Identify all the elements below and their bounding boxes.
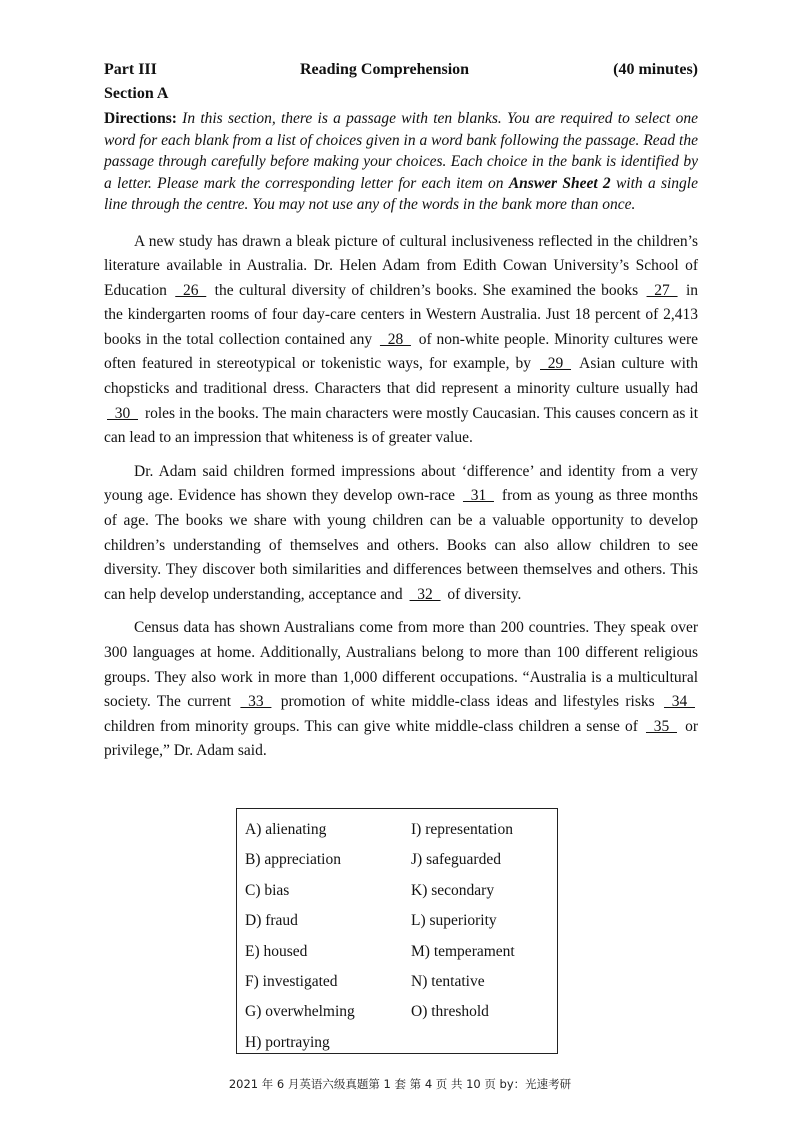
- blank-26: 26: [175, 281, 207, 299]
- word-option: M) temperament: [411, 942, 515, 960]
- word-option: A) alienating: [245, 821, 327, 838]
- word-bank-left-column: [245, 815, 355, 1058]
- word-option: I) representation: [411, 821, 513, 838]
- paragraph-3: [104, 616, 698, 764]
- directions-label: Directions:: [104, 110, 177, 127]
- p2-text-2: from as young as three months of age. The books we share with young children can be a valuable opportunity to develop children’s understanding of themselves and others. Books can also allow children to see diversity. They discover both similarities and differences between themselves and others. This can help develop understanding, acceptance and: [104, 487, 699, 603]
- word-option: G) overwhelming: [245, 1003, 355, 1021]
- p3-text-2: promotion of white middle-class ideas and lifestyles risks: [274, 693, 661, 711]
- blank-34: 34: [663, 693, 695, 711]
- p3-text-4: or privilege,” Dr. Adam said.: [104, 717, 698, 760]
- paragraph-1: [104, 230, 698, 451]
- time-limit: (40 minutes): [613, 61, 698, 78]
- blank-30: 30: [107, 404, 138, 422]
- word-option: E) housed: [245, 942, 308, 960]
- p1-text-3: in the kindergarten rooms of four day-care centers in Western Australia. Just 18 percent of 2,413 books in the total collection contained any: [104, 281, 699, 348]
- word-bank-right-column: [411, 815, 515, 1028]
- blank-28: 28: [379, 330, 411, 348]
- part-header: [104, 58, 698, 82]
- part-title: Reading Comprehension: [300, 61, 470, 78]
- answer-sheet-ref: Answer Sheet 2: [508, 174, 611, 192]
- word-option: B) appreciation: [245, 851, 341, 869]
- blank-32: 32: [409, 585, 441, 603]
- p1-text-2: the cultural diversity of children’s books. She examined the books: [209, 281, 644, 299]
- word-option: L) superiority: [411, 912, 497, 930]
- word-option: C) bias: [245, 881, 290, 899]
- word-option: J) safeguarded: [411, 851, 501, 869]
- part-label: Part III: [104, 61, 157, 78]
- p2-text-3: of diversity.: [443, 585, 522, 603]
- paragraph-2: [104, 460, 698, 608]
- word-option: O) threshold: [411, 1003, 489, 1021]
- directions-text-1: In this section, there is a passage with ten blanks. You are required to select one word for each blank from a list of choices given in a word bank following the passage. Read the passage through carefully before making your choices. Each choice in the bank is identified by a letter. Please mark the corresponding letter for each item on: [104, 110, 698, 192]
- page-footer: 2021 年 6 月英语六级真题第 1 套 第 4 页 共 10 页 by：光速考研: [228, 1077, 572, 1091]
- word-option: N) tentative: [411, 972, 485, 990]
- word-option: F) investigated: [245, 972, 338, 990]
- p3-text-1: Census data has shown Australians come from more than 200 countries. They speak over 300 languages at home. Additionally, Australians belong to more than 100 different religious groups. They also work in more than 1,000 different occupations. “Australia is a multicultural society. The current: [104, 619, 698, 711]
- word-option: H) portraying: [245, 1033, 330, 1051]
- p2-text-1: Dr. Adam said children formed impressions about ‘difference’ and identity from a very young age. Evidence has shown they develop own-race: [104, 462, 698, 505]
- exam-page: [104, 58, 698, 773]
- directions: [104, 108, 698, 216]
- p1-text-5: Asian culture with chopsticks and traditional dress. Characters that did represent a minority culture usually had: [104, 355, 698, 398]
- blank-35: 35: [645, 717, 677, 735]
- section-title: Section A: [104, 85, 169, 102]
- blank-31: 31: [462, 487, 494, 505]
- p1-text-1: A new study has drawn a bleak picture of cultural inclusiveness reflected in the children’s literature available in Australia. Dr. Helen Adam from Edith Cowan University’s School of Education: [104, 232, 698, 299]
- word-bank: [236, 808, 558, 1054]
- word-option: D) fraud: [245, 912, 298, 930]
- p1-text-4: of non-white people. Minority cultures were often featured in stereotypical or tokenistic ways, for example, by: [104, 330, 698, 373]
- directions-text-2: with a single line through the centre. You may not use any of the words in the bank more than once.: [104, 174, 698, 213]
- blank-27: 27: [646, 281, 678, 299]
- p1-text-6: roles in the books. The main characters were mostly Caucasian. This causes concern as it can lead to an impression that whiteness is of greater value.: [104, 404, 698, 447]
- p3-text-3: children from minority groups. This can give white middle-class children a sense of: [104, 717, 643, 735]
- word-option: K) secondary: [411, 881, 495, 899]
- blank-29: 29: [540, 355, 571, 373]
- blank-33: 33: [240, 693, 272, 711]
